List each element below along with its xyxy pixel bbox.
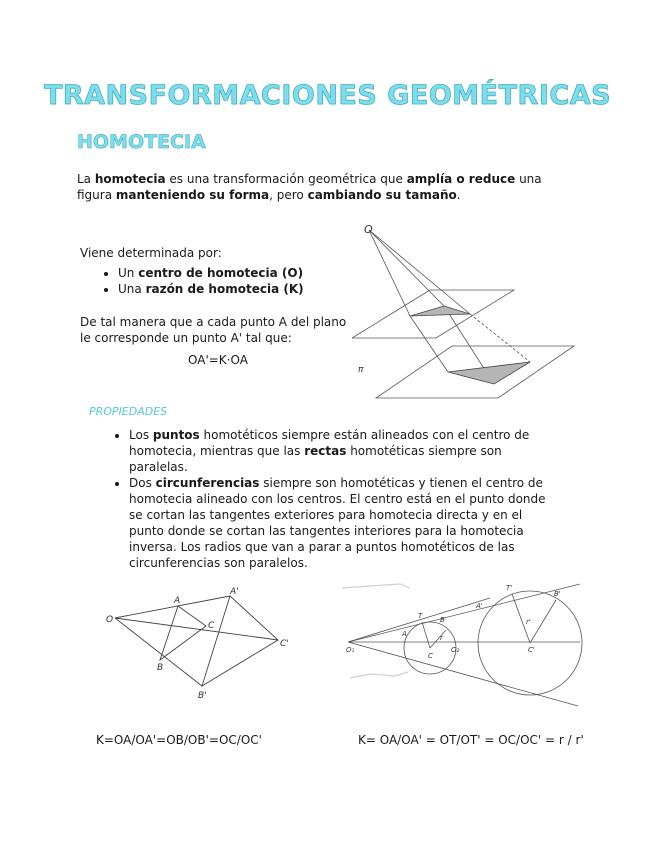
label-r-prime: r' [526,618,531,626]
label-t: T [418,612,423,620]
label-b: B [157,663,164,673]
intro-paragraph: La homotecia es una transformación geométrica que amplía o reduce una figura manteniendo su forma, pero cambiando su tamaño. [77,172,542,202]
determinada-block [80,245,350,297]
formula-k-circunferencias: K= OA/OA' = OT/OT' = OC/OC' = r / r' [358,733,584,747]
list-item: • Una razón de homotecia (K) [118,281,350,297]
section-title-homotecia: HOMOTECIA [77,131,206,153]
list-item: • Los puntos homotéticos siempre están alineados con el centro de homotecia, mientras que las rectas homotéticas siempre son paralelas. [129,427,548,475]
label-b-prime: B' [198,691,207,701]
propiedades-list [108,427,548,571]
label-c-prime: C' [528,646,535,654]
figure-circunferencias-homoteticas [340,578,585,708]
label-o2: O₂ [451,646,460,654]
label-t-prime: T' [506,584,513,592]
label-a-prime: A' [230,587,239,597]
label-b: B [440,616,445,624]
label-a-prime: A' [476,602,483,610]
propiedades-heading: PROPIEDADES [89,405,168,418]
label-pi: π [358,365,364,375]
label-a: A [402,630,407,638]
label-c: C [428,652,433,660]
determinada-lead: Viene determinada por: [80,246,222,260]
tal-manera-paragraph: De tal manera que a cada punto A del plano le corresponde un punto A' tal que: [80,315,347,345]
list-item: • Dos circunferencias siempre son homotéticas y tienen el centro de homotecia alineado con los centros. El centro está en el punto donde se cortan las tangentes exteriores para homotecia directa y en el punto donde se cortan las tangentes interiores para la homotecia inversa. Los radios que van a parar a puntos homotéticos de las circunferencias son paralelos. [129,475,548,571]
label-c: C [208,621,215,631]
page-title: TRANSFORMACIONES GEOMÉTRICAS [43,80,612,111]
label-o1: O₁ [346,646,355,654]
label-b-prime: B' [554,590,561,598]
figure-triangulos-homoteticos [100,582,300,702]
label-a: A [174,596,181,606]
label-r: r [440,634,443,642]
formula-k-triangulos: K=OA/OA'=OB/OB'=OC/OC' [96,733,262,747]
formula-oa: OA'=K·OA [188,353,248,367]
label-o: O [364,223,373,236]
figure-planes-homotecia [352,222,577,400]
label-c-prime: C' [280,639,289,649]
list-item: • Un centro de homotecia (O) [118,265,350,281]
label-o: O [106,615,114,625]
